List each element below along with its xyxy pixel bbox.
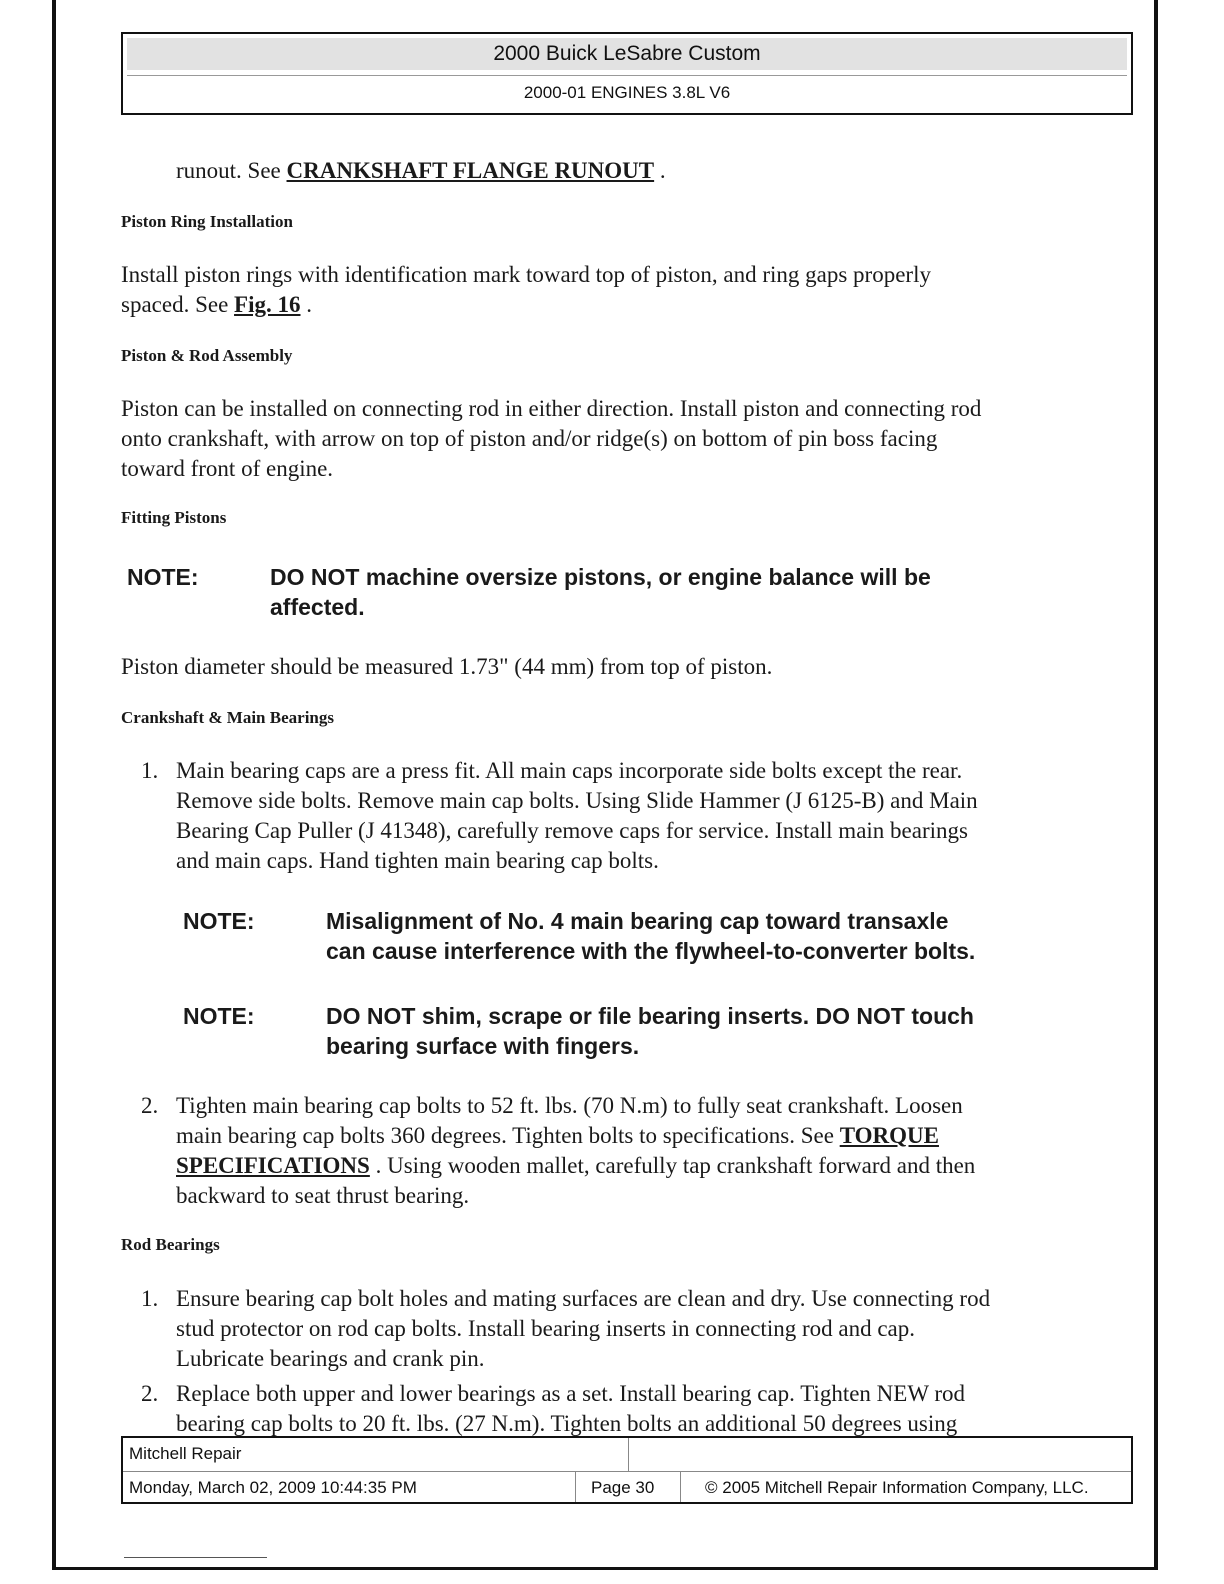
crank-step-2 [176, 1091, 975, 1211]
piston-ring-line-2: spaced. See [121, 292, 229, 317]
note-fitting-line-1: DO NOT machine oversize pistons, or engine balance will be [270, 564, 931, 590]
piston-ring-line-1: Install piston rings with identification mark toward top of piston, and ring gaps properly [121, 262, 931, 287]
footer-page-number: Page 30 [591, 1478, 655, 1497]
fitting-pistons-heading: Fitting Pistons [121, 508, 227, 527]
note-crank-a-line-1: Misalignment of No. 4 main bearing cap toward transaxle [326, 908, 949, 934]
document-header [121, 32, 1133, 115]
crank-step-1 [176, 756, 978, 876]
footer-divider [680, 1472, 681, 1502]
note-label: NOTE: [127, 564, 199, 590]
fig-16-link[interactable]: Fig. 16 [234, 292, 301, 317]
note-label: NOTE: [183, 1003, 255, 1029]
rod-assembly-line-2: onto crankshaft, with arrow on top of piston and/or ridge(s) on bottom of pin boss facing [121, 426, 938, 451]
crank-step-1-line-2: Remove side bolts. Remove main cap bolts. Using Slide Hammer (J 6125-B) and Main [176, 788, 978, 813]
list-number: 1. [141, 1286, 159, 1311]
rod-step-1-line-2: stud protector on rod cap bolts. Install bearing inserts in connecting rod and cap. [176, 1316, 915, 1341]
rod-step-1 [176, 1284, 990, 1374]
rod-step-2-line-2: bearing cap bolts to 20 ft. lbs. (27 N.m). Tighten bolts an additional 50 degrees using [176, 1411, 958, 1436]
note-crank-shim [183, 1001, 1103, 1063]
crank-step-1-line-1: Main bearing caps are a press fit. All main caps incorporate side bolts except the rear. [176, 758, 963, 783]
rod-step-2 [176, 1379, 965, 1439]
rod-step-2-line-1: Replace both upper and lower bearings as a set. Install bearing cap. Tighten NEW rod [176, 1381, 966, 1406]
piston-ring-end: . [306, 292, 312, 317]
rod-assembly-heading: Piston & Rod Assembly [121, 346, 293, 365]
specifications-link[interactable]: SPECIFICATIONS [176, 1153, 370, 1178]
crank-step-2-line-3: . Using wooden mallet, carefully tap crankshaft forward and then [375, 1153, 976, 1178]
crank-step-2-line-4: backward to seat thrust bearing. [176, 1183, 470, 1208]
rod-bearings-heading: Rod Bearings [121, 1235, 220, 1254]
footer-publisher: Mitchell Repair [129, 1444, 242, 1463]
intro-end: . [659, 158, 666, 183]
intro-text: runout. See [176, 158, 281, 183]
footer-datetime: Monday, March 02, 2009 10:44:35 PM [129, 1478, 417, 1497]
footer-copyright: © 2005 Mitchell Repair Information Company, LLC. [705, 1478, 1089, 1497]
piston-ring-paragraph [121, 260, 931, 320]
crank-step-1-line-4: and main caps. Hand tighten main bearing cap bolts. [176, 848, 659, 873]
note-crank-misalignment [183, 906, 1103, 968]
rod-assembly-paragraph [121, 394, 981, 484]
rod-assembly-line-3: toward front of engine. [121, 456, 334, 481]
note-fitting-line-2: affected. [270, 594, 365, 620]
list-number: 1. [141, 758, 159, 783]
crank-step-2-line-1: Tighten main bearing cap bolts to 52 ft. lbs. (70 N.m) to fully seat crankshaft. Loosen [176, 1093, 963, 1118]
note-label: NOTE: [183, 908, 255, 934]
rod-step-1-line-1: Ensure bearing cap bolt holes and mating surfaces are clean and dry. Use connecting rod [176, 1286, 991, 1311]
footer-divider [628, 1438, 629, 1471]
note-fitting-text [270, 562, 931, 622]
crankshaft-heading: Crankshaft & Main Bearings [121, 708, 334, 727]
note-crank-b-line-1: DO NOT shim, scrape or file bearing inserts. DO NOT touch [326, 1003, 974, 1029]
list-number: 2. [141, 1093, 159, 1118]
note-fitting [127, 562, 1087, 624]
note-crank-shim-text [326, 1001, 974, 1061]
fitting-text: Piston diameter should be measured 1.73" (44 mm) from top of piston. [121, 654, 773, 679]
crank-step-2-line-2: main bearing cap bolts 360 degrees. Tighten bolts to specifications. See [176, 1123, 834, 1148]
document-footer [121, 1436, 1133, 1504]
torque-link[interactable]: TORQUE [839, 1123, 939, 1148]
section-subtitle: 2000-01 ENGINES 3.8L V6 [127, 75, 1127, 108]
rod-step-1-line-3: Lubricate bearings and crank pin. [176, 1346, 485, 1371]
note-crank-b-line-2: bearing surface with fingers. [326, 1033, 640, 1059]
footer-top-row [123, 1438, 1131, 1472]
note-crank-misalignment-text [326, 906, 975, 966]
list-number: 2. [141, 1381, 159, 1406]
rod-assembly-line-1: Piston can be installed on connecting rod in either direction. Install piston and connecting rod [121, 396, 982, 421]
note-crank-a-line-2: can cause interference with the flywheel-to-converter bolts. [326, 938, 976, 964]
crank-step-1-line-3: Bearing Cap Puller (J 41348), carefully remove caps for service. Install main bearings [176, 818, 968, 843]
intro-paragraph [176, 156, 666, 186]
vehicle-title: 2000 Buick LeSabre Custom [127, 38, 1127, 70]
crankshaft-flange-runout-link[interactable]: CRANKSHAFT FLANGE RUNOUT [286, 158, 655, 183]
piston-ring-heading: Piston Ring Installation [121, 212, 293, 231]
footnote-rule [124, 1557, 267, 1558]
footer-divider [575, 1472, 576, 1502]
